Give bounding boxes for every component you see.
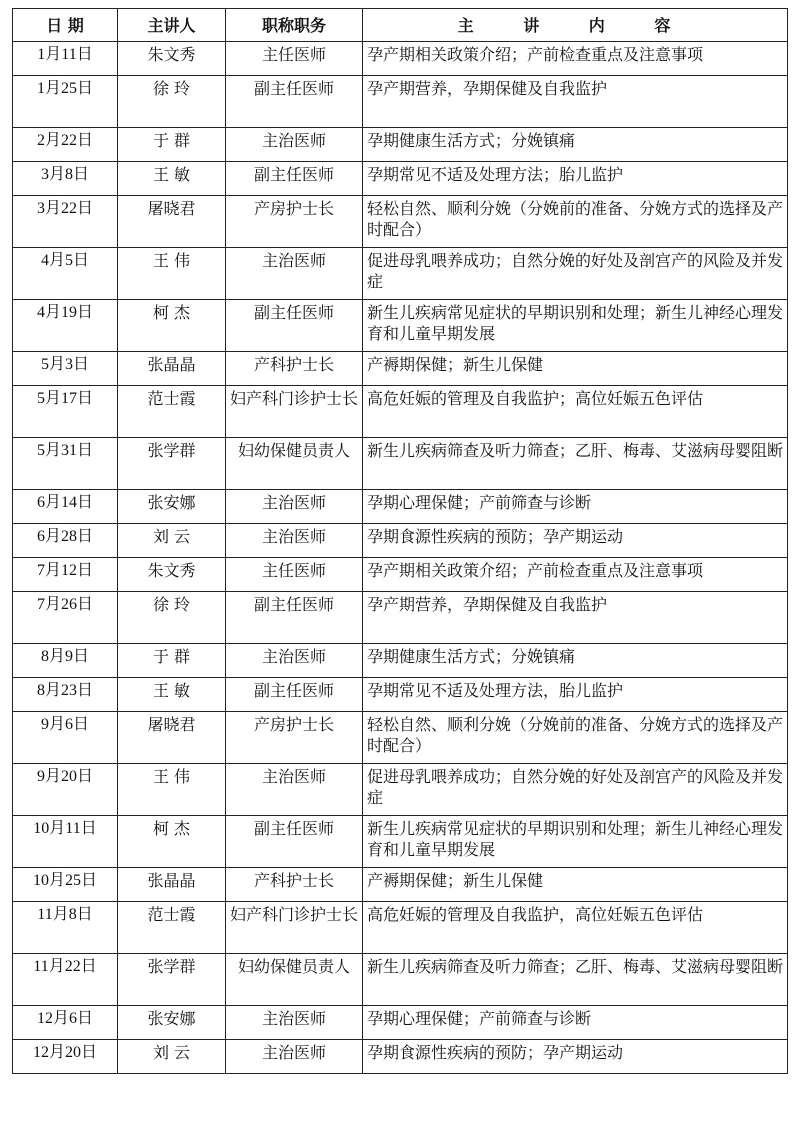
speaker-cell: 张学群 (118, 954, 226, 1006)
speaker-cell: 张安娜 (118, 1006, 226, 1040)
topic-cell: 孕期常见不适及处理方法，胎儿监护 (363, 678, 788, 712)
title-cell: 副主任医师 (226, 592, 363, 644)
speaker-cell: 刘 云 (118, 1040, 226, 1074)
date-cell: 10月11日 (13, 816, 118, 868)
date-cell: 8月23日 (13, 678, 118, 712)
date-cell: 4月5日 (13, 248, 118, 300)
table-row (13, 248, 788, 300)
speaker-cell: 张学群 (118, 438, 226, 490)
speaker-cell: 柯 杰 (118, 816, 226, 868)
topic-cell: 孕产期相关政策介绍；产前检查重点及注意事项 (363, 42, 788, 76)
speaker-cell: 王 敏 (118, 162, 226, 196)
date-cell: 5月17日 (13, 386, 118, 438)
title-cell: 副主任医师 (226, 678, 363, 712)
table-row (13, 524, 788, 558)
table-row (13, 868, 788, 902)
date-cell: 6月28日 (13, 524, 118, 558)
topic-cell: 新生儿疾病筛查及听力筛查；乙肝、梅毒、艾滋病母婴阻断 (363, 438, 788, 490)
title-cell: 主任医师 (226, 42, 363, 76)
table-row (13, 1040, 788, 1074)
table-row (13, 300, 788, 352)
table-row (13, 490, 788, 524)
table-row (13, 592, 788, 644)
table-row (13, 162, 788, 196)
date-cell: 9月6日 (13, 712, 118, 764)
title-cell: 妇产科门诊护士长 (226, 902, 363, 954)
date-cell: 12月20日 (13, 1040, 118, 1074)
topic-cell: 孕产期营养，孕期保健及自我监护 (363, 76, 788, 128)
lecture-schedule-table (12, 8, 788, 1074)
title-cell: 主治医师 (226, 764, 363, 816)
title-cell: 主治医师 (226, 524, 363, 558)
speaker-cell: 于 群 (118, 128, 226, 162)
table-row (13, 76, 788, 128)
topic-cell: 孕期健康生活方式；分娩镇痛 (363, 644, 788, 678)
table-row (13, 954, 788, 1006)
table-row (13, 386, 788, 438)
title-cell: 副主任医师 (226, 76, 363, 128)
topic-cell: 孕期健康生活方式；分娩镇痛 (363, 128, 788, 162)
date-cell: 11月8日 (13, 902, 118, 954)
table-row (13, 196, 788, 248)
topic-cell: 孕产期营养，孕期保健及自我监护 (363, 592, 788, 644)
topic-cell: 高危妊娠的管理及自我监护，高位妊娠五色评估 (363, 902, 788, 954)
title-cell: 主治医师 (226, 644, 363, 678)
speaker-cell: 柯 杰 (118, 300, 226, 352)
speaker-cell: 张晶晶 (118, 868, 226, 902)
date-cell: 7月12日 (13, 558, 118, 592)
topic-cell: 产褥期保健；新生儿保健 (363, 352, 788, 386)
speaker-cell: 王 敏 (118, 678, 226, 712)
date-cell: 11月22日 (13, 954, 118, 1006)
table-row (13, 128, 788, 162)
title-cell: 主治医师 (226, 248, 363, 300)
table-row (13, 1006, 788, 1040)
table-row (13, 764, 788, 816)
topic-cell: 孕期食源性疾病的预防；孕产期运动 (363, 1040, 788, 1074)
topic-cell: 孕期常见不适及处理方法；胎儿监护 (363, 162, 788, 196)
table-row (13, 902, 788, 954)
speaker-cell: 范士霞 (118, 902, 226, 954)
speaker-cell: 刘 云 (118, 524, 226, 558)
speaker-cell: 朱文秀 (118, 558, 226, 592)
header-date: 日 期 (13, 9, 118, 42)
table-row (13, 558, 788, 592)
table-row (13, 712, 788, 764)
table-body (13, 42, 788, 1074)
date-cell: 5月3日 (13, 352, 118, 386)
date-cell: 3月8日 (13, 162, 118, 196)
date-cell: 12月6日 (13, 1006, 118, 1040)
speaker-cell: 屠晓君 (118, 712, 226, 764)
title-cell: 妇幼保健员责人 (226, 438, 363, 490)
speaker-cell: 张安娜 (118, 490, 226, 524)
speaker-cell: 张晶晶 (118, 352, 226, 386)
table-row (13, 678, 788, 712)
speaker-cell: 范士霞 (118, 386, 226, 438)
table-row (13, 42, 788, 76)
date-cell: 5月31日 (13, 438, 118, 490)
table-row (13, 644, 788, 678)
title-cell: 产房护士长 (226, 712, 363, 764)
speaker-cell: 徐 玲 (118, 76, 226, 128)
topic-cell: 产褥期保健；新生儿保健 (363, 868, 788, 902)
speaker-cell: 徐 玲 (118, 592, 226, 644)
title-cell: 主治医师 (226, 1006, 363, 1040)
speaker-cell: 朱文秀 (118, 42, 226, 76)
title-cell: 副主任医师 (226, 300, 363, 352)
title-cell: 主任医师 (226, 558, 363, 592)
title-cell: 主治医师 (226, 1040, 363, 1074)
topic-cell: 新生儿疾病常见症状的早期识别和处理；新生儿神经心理发育和儿童早期发展 (363, 816, 788, 868)
header-row (13, 9, 788, 42)
table-row (13, 352, 788, 386)
title-cell: 副主任医师 (226, 816, 363, 868)
title-cell: 主治医师 (226, 128, 363, 162)
speaker-cell: 王 伟 (118, 248, 226, 300)
date-cell: 1月25日 (13, 76, 118, 128)
topic-cell: 新生儿疾病筛查及听力筛查；乙肝、梅毒、艾滋病母婴阻断 (363, 954, 788, 1006)
title-cell: 妇产科门诊护士长 (226, 386, 363, 438)
title-cell: 产房护士长 (226, 196, 363, 248)
speaker-cell: 王 伟 (118, 764, 226, 816)
date-cell: 8月9日 (13, 644, 118, 678)
topic-cell: 轻松自然、顺利分娩（分娩前的准备、分娩方式的选择及产时配合） (363, 712, 788, 764)
header-speaker: 主讲人 (118, 9, 226, 42)
header-content: 主 讲 内 容 (363, 9, 788, 42)
title-cell: 主治医师 (226, 490, 363, 524)
date-cell: 9月20日 (13, 764, 118, 816)
title-cell: 产科护士长 (226, 352, 363, 386)
topic-cell: 孕期心理保健；产前筛查与诊断 (363, 1006, 788, 1040)
date-cell: 3月22日 (13, 196, 118, 248)
topic-cell: 促进母乳喂养成功；自然分娩的好处及剖宫产的风险及并发症 (363, 248, 788, 300)
title-cell: 妇幼保健员责人 (226, 954, 363, 1006)
date-cell: 1月11日 (13, 42, 118, 76)
topic-cell: 促进母乳喂养成功；自然分娩的好处及剖宫产的风险及并发症 (363, 764, 788, 816)
speaker-cell: 于 群 (118, 644, 226, 678)
topic-cell: 轻松自然、顺利分娩（分娩前的准备、分娩方式的选择及产时配合） (363, 196, 788, 248)
header-title: 职称职务 (226, 9, 363, 42)
date-cell: 4月19日 (13, 300, 118, 352)
title-cell: 副主任医师 (226, 162, 363, 196)
date-cell: 2月22日 (13, 128, 118, 162)
topic-cell: 孕期心理保健；产前筛查与诊断 (363, 490, 788, 524)
table-row (13, 816, 788, 868)
topic-cell: 高危妊娠的管理及自我监护；高位妊娠五色评估 (363, 386, 788, 438)
topic-cell: 新生儿疾病常见症状的早期识别和处理；新生儿神经心理发育和儿童早期发展 (363, 300, 788, 352)
table-row (13, 438, 788, 490)
date-cell: 6月14日 (13, 490, 118, 524)
date-cell: 7月26日 (13, 592, 118, 644)
speaker-cell: 屠晓君 (118, 196, 226, 248)
topic-cell: 孕期食源性疾病的预防；孕产期运动 (363, 524, 788, 558)
title-cell: 产科护士长 (226, 868, 363, 902)
date-cell: 10月25日 (13, 868, 118, 902)
topic-cell: 孕产期相关政策介绍；产前检查重点及注意事项 (363, 558, 788, 592)
